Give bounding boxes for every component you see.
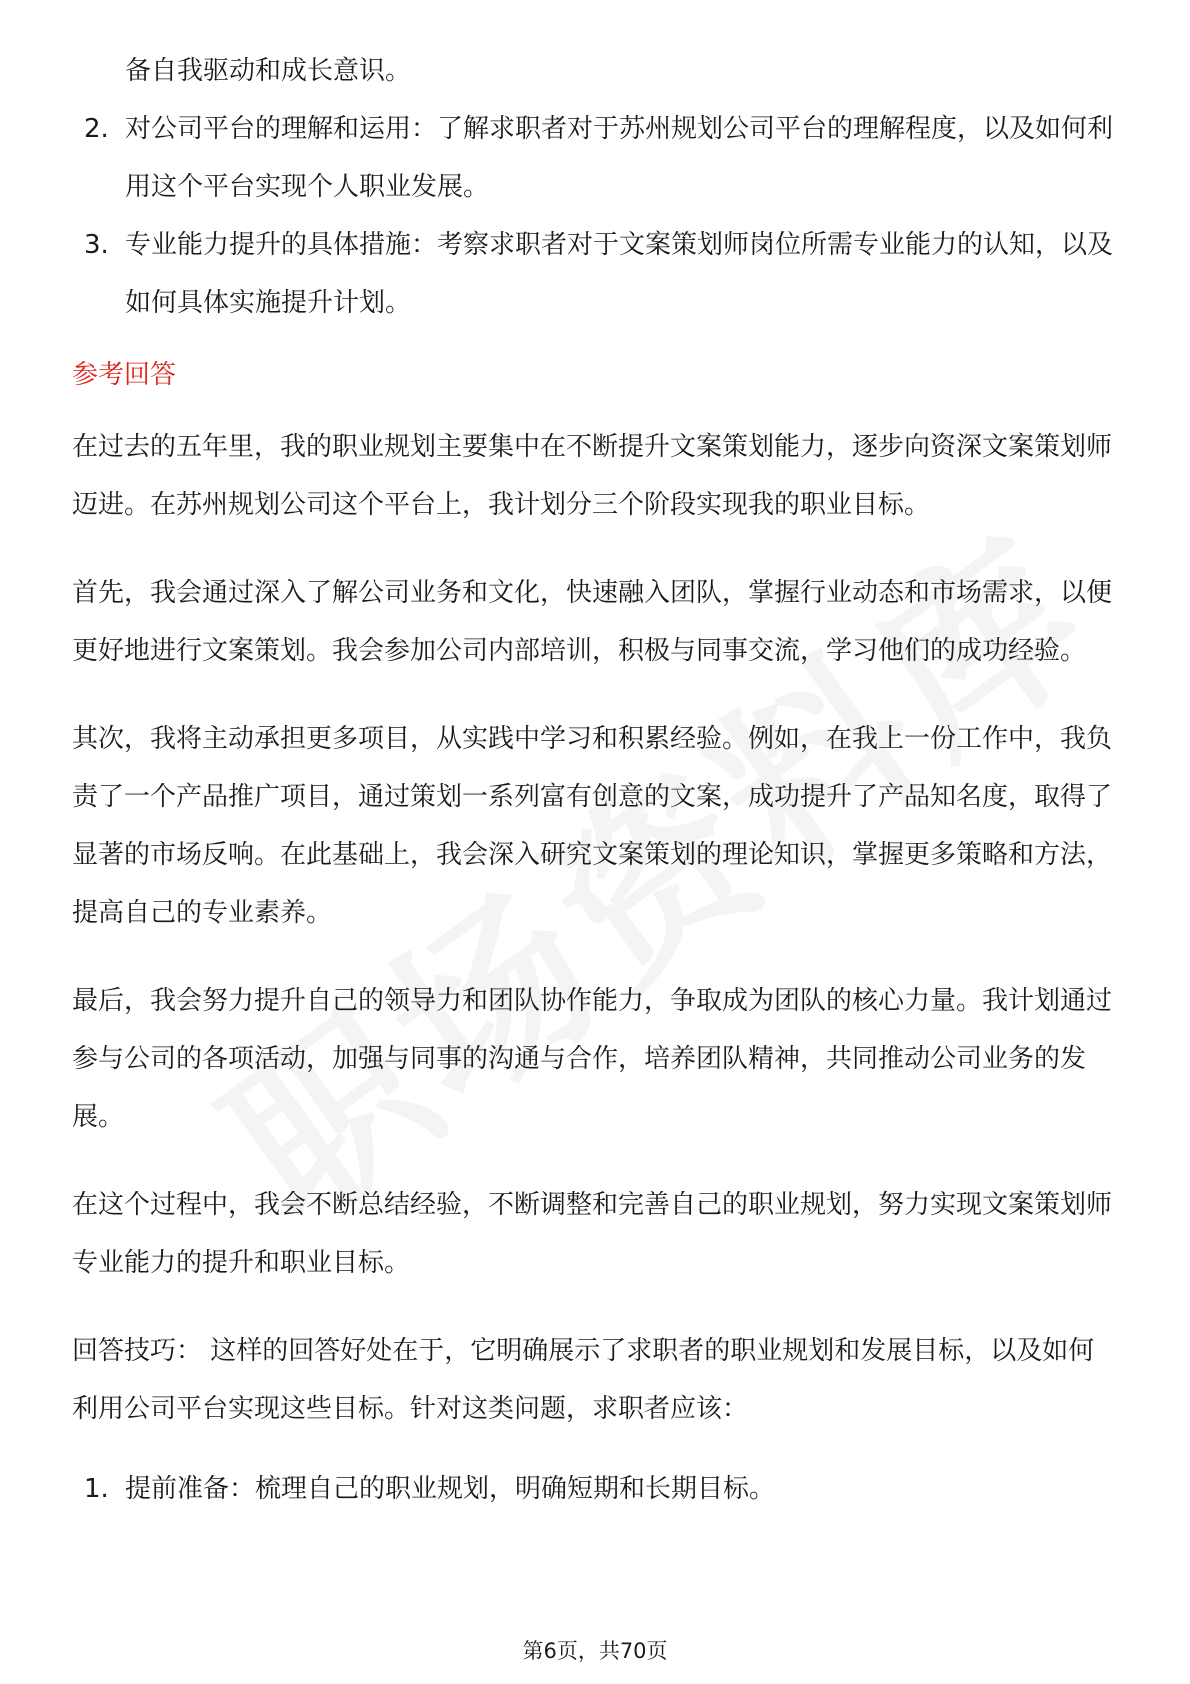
list-item [72, 1460, 1118, 1518]
paragraph: 在这个过程中，我会不断总结经验，不断调整和完善自己的职业规划，努力实现文案策划师专业能力的提升和职业目标。 [72, 1190, 1113, 1278]
continuation-text: 备自我驱动和成长意识。 [125, 56, 412, 86]
focus-list [72, 100, 1118, 332]
paragraph: 最后，我会努力提升自己的领导力和团队协作能力，争取成为团队的核心力量。我计划通过参与公司的各项活动，加强与同事的沟通与合作，培养团队精神，共同推动公司业务的发展。 [72, 986, 1113, 1132]
paragraph: 在过去的五年里，我的职业规划主要集中在不断提升文案策划能力，逐步向资深文案策划师迈进。在苏州规划公司这个平台上，我计划分三个阶段实现我的职业目标。 [72, 432, 1113, 520]
answer-heading: 参考回答 [72, 360, 177, 390]
tips-list [72, 1460, 1118, 1518]
list-item-text: 提前准备：梳理自己的职业规划，明确短期和长期目标。 [125, 1474, 776, 1504]
list-number: 3. [84, 230, 109, 260]
page-number-footer: 第6页，共70页 [522, 1639, 668, 1663]
answer-tips: 回答技巧： 这样的回答好处在于，它明确展示了求职者的职业规划和发展目标，以及如何利用公司平台实现这些目标。针对这类问题，求职者应该： [72, 1336, 1095, 1424]
list-number: 2. [84, 114, 109, 144]
list-item [72, 100, 1118, 216]
page-content [72, 42, 1118, 1518]
paragraph: 其次，我将主动承担更多项目，从实践中学习和积累经验。例如，在我上一份工作中，我负责了一个产品推广项目，通过策划一系列富有创意的文案，成功提升了产品知名度，取得了显著的市场反响。在此基础上，我会深入研究文案策划的理论知识，掌握更多策略和方法，提高自己的专业素养。 [72, 724, 1113, 928]
list-item-text: 对公司平台的理解和运用：了解求职者对于苏州规划公司平台的理解程度，以及如何利用这个平台实现个人职业发展。 [125, 114, 1114, 202]
list-item-text: 专业能力提升的具体措施：考察求职者对于文案策划师岗位所需专业能力的认知，以及如何具体实施提升计划。 [125, 230, 1114, 318]
list-item [72, 216, 1118, 332]
paragraph: 首先，我会通过深入了解公司业务和文化，快速融入团队，掌握行业动态和市场需求，以便更好地进行文案策划。我会参加公司内部培训，积极与同事交流，学习他们的成功经验。 [72, 578, 1113, 666]
list-number: 1. [84, 1474, 109, 1504]
